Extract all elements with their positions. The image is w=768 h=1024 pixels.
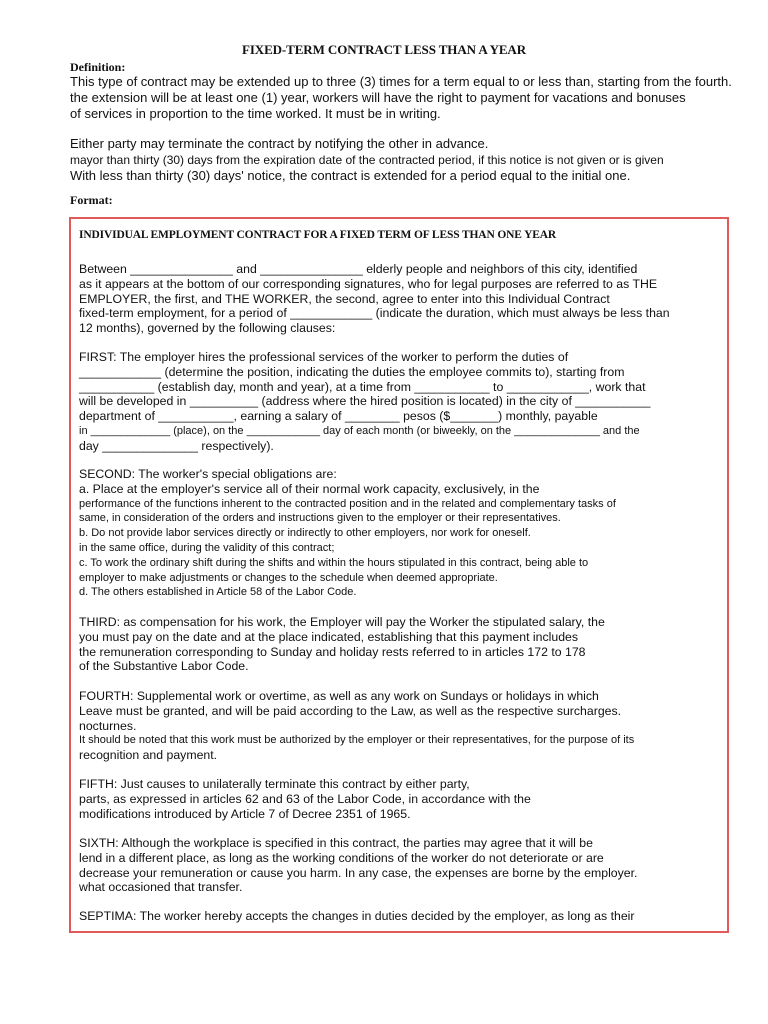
definition-paragraph bbox=[70, 74, 760, 122]
clause-line: decrease your remuneration or cause you harm. In any case, the expenses are borne by the employer. bbox=[79, 865, 638, 880]
clause-line: 12 months), governed by the following clauses: bbox=[79, 321, 336, 336]
clause-line: lend in a different place, as long as the working conditions of the worker do not deteriorate or are bbox=[79, 850, 604, 865]
clause-line: department of ___________, earning a salary of ________ pesos ($_______) monthly, payable bbox=[79, 409, 598, 424]
clause-line: SECOND: The worker's special obligations are: bbox=[79, 467, 337, 481]
clause-line: fixed-term employment, for a period of ____________ (indicate the duration, which must always be less than bbox=[79, 306, 670, 321]
clause-line: of the Substantive Labor Code. bbox=[79, 659, 249, 674]
clause-line: modifications introduced by Article 7 of Decree 2351 of 1965. bbox=[79, 806, 411, 821]
clause-line: Between _______________ and _______________ elderly people and neighbors of this city, identified bbox=[79, 262, 638, 276]
clause-line: employer to make adjustments or changes to the schedule when deemed appropriate. bbox=[79, 571, 498, 584]
clause-line: recognition and payment. bbox=[79, 748, 218, 763]
clause-line: b. Do not provide labor services directly or indirectly to other employers, nor work for oneself. bbox=[79, 527, 531, 540]
clause-line: nocturnes. bbox=[79, 718, 137, 733]
document-title: FIXED-TERM CONTRACT LESS THAN A YEAR bbox=[241, 42, 527, 57]
third-clause bbox=[79, 615, 724, 674]
clause-line: SIXTH: Although the workplace is specified in this contract, the parties may agree that it will be bbox=[79, 836, 593, 850]
format-label: Format: bbox=[70, 193, 113, 207]
termination-line: mayor than thirty (30) days from the expiration date of the contracted period, if this notice is not given or is given bbox=[70, 153, 664, 167]
termination-line: Either party may terminate the contract by notifying the other in advance. bbox=[70, 136, 489, 151]
contract-format-box bbox=[69, 217, 729, 933]
first-clause bbox=[79, 350, 724, 454]
intro-clause bbox=[79, 262, 724, 336]
clause-line: THIRD: as compensation for his work, the Employer will pay the Worker the stipulated salary, the bbox=[79, 615, 605, 629]
clause-line: in _____________ (place), on the ____________ day of each month (or biweekly, on the ______________ and the bbox=[79, 424, 640, 437]
clause-line: c. To work the ordinary shift during the shifts and within the hours stipulated in this contract, being able to bbox=[79, 556, 589, 569]
second-clause bbox=[79, 467, 724, 600]
clause-line: day ______________ respectively). bbox=[79, 438, 274, 453]
clause-line: FIRST: The employer hires the professional services of the worker to perform the duties of bbox=[79, 350, 569, 364]
definition-line: the extension will be at least one (1) year, workers will have the right to payment for vacations and bonuses bbox=[70, 90, 686, 105]
clause-line: d. The others established in Article 58 of the Labor Code. bbox=[79, 586, 357, 599]
clause-line: FOURTH: Supplemental work or overtime, as well as any work on Sundays or holidays in which bbox=[79, 689, 599, 703]
septima-clause bbox=[79, 909, 724, 924]
fourth-clause bbox=[79, 689, 724, 763]
clause-line: performance of the functions inherent to the contracted position and in the related and complementary tasks of bbox=[79, 497, 616, 510]
clause-line: as it appears at the bottom of our corresponding signatures, who for legal purposes are referred to as THE bbox=[79, 276, 658, 291]
definition-label: Definition: bbox=[70, 60, 126, 74]
termination-line: With less than thirty (30) days' notice, the contract is extended for a period equal to the initial one. bbox=[70, 168, 631, 183]
clause-line: ____________ (determine the position, indicating the duties the employee commits to), starting from bbox=[79, 364, 625, 379]
clause-line: what occasioned that transfer. bbox=[79, 880, 243, 895]
clause-line: Leave must be granted, and will be paid according to the Law, as well as the respective surcharges. bbox=[79, 703, 622, 718]
contract-heading: INDIVIDUAL EMPLOYMENT CONTRACT FOR A FIXED TERM OF LESS THAN ONE YEAR bbox=[79, 229, 557, 241]
clause-line: FIFTH: Just causes to unilaterally terminate this contract by either party, bbox=[79, 777, 470, 791]
sixth-clause bbox=[79, 836, 724, 895]
definition-line: of services in proportion to the time worked. It must be in writing. bbox=[70, 106, 441, 121]
definition-line: This type of contract may be extended up to three (3) times for a term equal to or less than, starting from the fourth. bbox=[70, 74, 732, 89]
clause-line: SEPTIMA: The worker hereby accepts the changes in duties decided by the employer, as long as their bbox=[79, 909, 635, 923]
clause-line: It should be noted that this work must be authorized by the employer or their representatives, for the purpose of its bbox=[79, 734, 635, 747]
clause-line: the remuneration corresponding to Sunday and holiday rests referred to in articles 172 to 178 bbox=[79, 644, 586, 659]
clause-line: a. Place at the employer's service all of their normal work capacity, exclusively, in the bbox=[79, 481, 540, 496]
fifth-clause bbox=[79, 777, 724, 821]
clause-line: will be developed in __________ (address where the hired position is located) in the city of ___________ bbox=[79, 394, 651, 409]
clause-line: in the same office, during the validity of this contract; bbox=[79, 541, 335, 554]
clause-line: same, in consideration of the orders and instructions given to the employer or their representatives. bbox=[79, 512, 561, 525]
clause-line: you must pay on the date and at the place indicated, establishing that this payment includes bbox=[79, 629, 579, 644]
clause-line: EMPLOYER, the first, and THE WORKER, the second, agree to enter into this Individual Contract bbox=[79, 291, 610, 306]
clause-line: parts, as expressed in articles 62 and 63 of the Labor Code, in accordance with the bbox=[79, 791, 531, 806]
termination-paragraph bbox=[70, 136, 760, 184]
clause-line: ___________ (establish day, month and year), at a time from ___________ to ____________, work that bbox=[79, 379, 646, 394]
